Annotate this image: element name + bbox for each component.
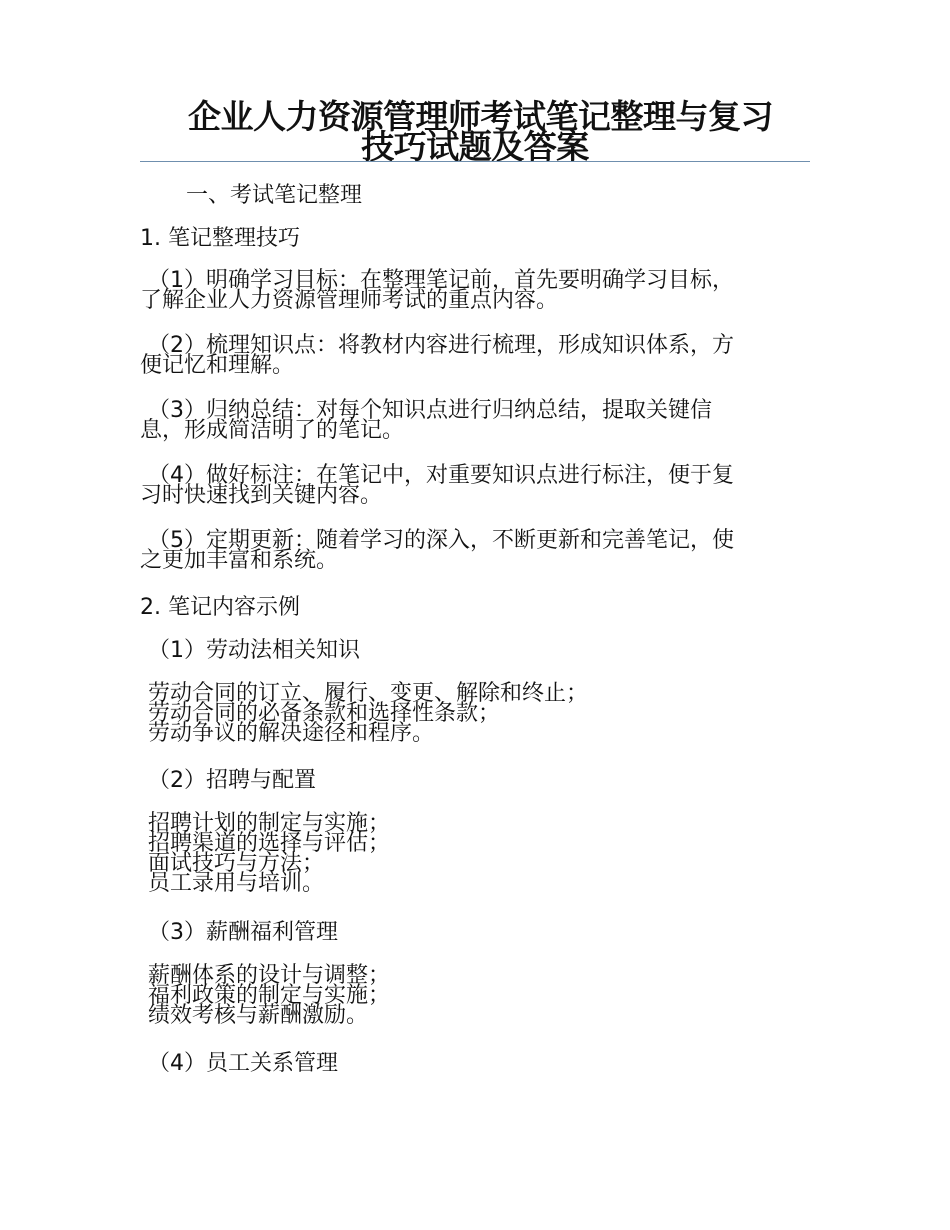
subsection-heading-tips: 1. 笔记整理技巧: [140, 226, 300, 251]
tip-line: 习时快速找到关键内容。: [140, 483, 383, 508]
tip-line: （1）明确学习目标：在整理笔记前，首先要明确学习目标，: [148, 268, 734, 293]
tip-line: 便记忆和理解。: [140, 353, 295, 378]
list-item: 薪酬体系的设计与调整；: [148, 963, 391, 988]
section-heading: 一、考试笔记整理: [186, 183, 363, 208]
tip-line: （2）梳理知识点：将教材内容进行梳理，形成知识体系，方: [148, 333, 734, 358]
tip-line: （3）归纳总结：对每个知识点进行归纳总结，提取关键信: [148, 398, 712, 423]
subsection-heading-examples: 2. 笔记内容示例: [140, 595, 300, 620]
tip-line: 息，形成简洁明了的笔记。: [140, 418, 405, 443]
title-line-2: 技巧试题及答案: [361, 127, 589, 166]
list-item: 绩效考核与薪酬激励。: [148, 1003, 369, 1028]
list-item: 劳动合同的订立、履行、变更、解除和终止；: [148, 681, 589, 706]
list-item: 招聘计划的制定与实施；: [148, 811, 391, 836]
category-label: （2）招聘与配置: [148, 768, 316, 793]
tip-line: （5）定期更新：随着学习的深入，不断更新和完善笔记，使: [148, 528, 734, 553]
title-line-1: 企业人力资源管理师考试笔记整理与复习: [188, 97, 773, 136]
title-underline: [140, 161, 810, 162]
list-item: 招聘渠道的选择与评估；: [148, 831, 391, 856]
list-item: 劳动合同的必备条款和选择性条款；: [148, 701, 501, 726]
list-item: 劳动争议的解决途径和程序。: [148, 721, 435, 746]
tip-line: 了解企业人力资源管理师考试的重点内容。: [140, 288, 559, 313]
tip-line: 之更加丰富和系统。: [140, 548, 339, 573]
category-label: （1）劳动法相关知识: [148, 638, 360, 663]
tip-line: （4）做好标注：在笔记中，对重要知识点进行标注，便于复: [148, 463, 734, 488]
category-label: （3）薪酬福利管理: [148, 920, 338, 945]
list-item: 员工录用与培训。: [148, 871, 325, 896]
list-item: 福利政策的制定与实施；: [148, 983, 391, 1008]
list-item: 面试技巧与方法；: [148, 851, 325, 876]
category-label: （4）员工关系管理: [148, 1051, 338, 1076]
